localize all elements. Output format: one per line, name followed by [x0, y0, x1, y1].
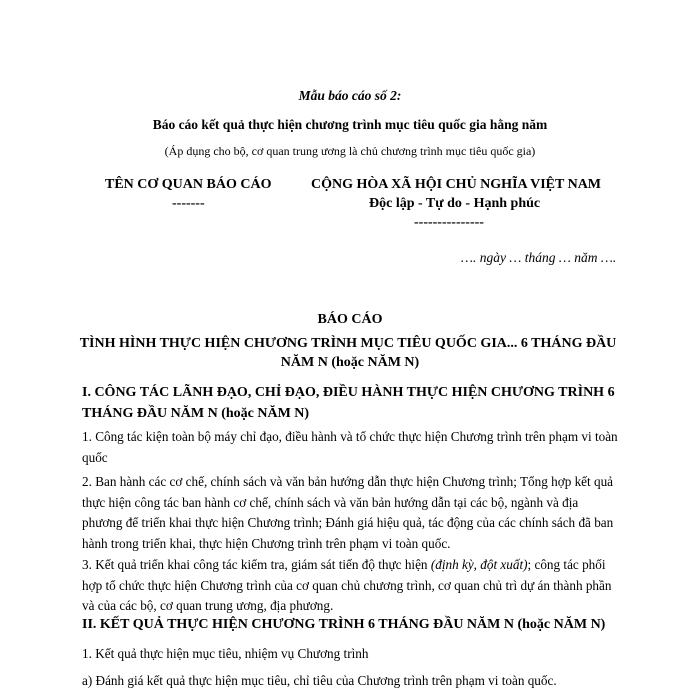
section1-heading: I. CÔNG TÁC LÃNH ĐẠO, CHỈ ĐẠO, ĐIỀU HÀNH THỰC HIỆN CHƯƠNG TRÌNH 6 THÁNG ĐẦU NĂM N (hoặc NĂM N)	[82, 385, 615, 421]
motto-dashes: ---------------	[414, 215, 484, 230]
section1-item1: 1. Công tác kiện toàn bộ máy chỉ đạo, điều hành và tổ chức thực hiện Chương trình trên phạm vi toàn quốc	[82, 429, 618, 465]
national-motto: Độc lập - Tự do - Hạnh phúc	[369, 196, 541, 211]
section1-item2: 2. Ban hành các cơ chế, chính sách và văn bản hướng dẫn thực hiện Chương trình; Tổng hợp kết quả thực hiện công tác ban hành cơ chế, chính sách và văn bản hướng dẫn tại các bộ, ngành và địa phương để triển khai thực hiện Chương trình; Đánh giá hiệu quả, tác động của các chính sách đã ban hành trong triển khai, thực hiện Chương trình trên phạm vi toàn quốc.	[82, 474, 614, 551]
date-line: …. ngày … tháng … năm ….	[461, 250, 617, 265]
report-title-line1: TÌNH HÌNH THỰC HIỆN CHƯƠNG TRÌNH MỤC TIÊU QUỐC GIA... 6 THÁNG ĐẦU	[79, 336, 617, 351]
section1-item3	[82, 555, 620, 617]
section1-item3-italic: (định kỳ, đột xuất)	[430, 557, 528, 572]
form-title: Báo cáo kết quả thực hiện chương trình mục tiêu quốc gia hằng năm	[152, 117, 548, 132]
form-applicability: (Áp dụng cho bộ, cơ quan trung ương là chủ chương trình mục tiêu quốc gia)	[164, 144, 536, 158]
report-label: BÁO CÁO	[317, 312, 383, 327]
section1-item3-text-a: 3. Kết quả triển khai công tác kiểm tra, giám sát tiến độ thực hiện	[82, 557, 431, 572]
agency-dashes: -------	[172, 196, 205, 211]
section1-item3-text-b: ; công tác phối hợp tổ chức thực hiện Chương trình của cơ quan chủ chương trình, cơ quan chủ trì dự án thành phần và của các bộ, cơ quan trung ương, địa phương.	[82, 557, 612, 613]
country-name: CỘNG HÒA XÃ HỘI CHỦ NGHĨA VIỆT NAM	[311, 177, 602, 192]
section2-item1a: a) Đánh giá kết quả thực hiện mục tiêu, chỉ tiêu của Chương trình trên phạm vi toàn quốc.	[82, 673, 557, 688]
agency-name: TÊN CƠ QUAN BÁO CÁO	[105, 177, 272, 192]
section2-item1: 1. Kết quả thực hiện mục tiêu, nhiệm vụ Chương trình	[82, 646, 369, 661]
section2-heading: II. KẾT QUẢ THỰC HIỆN CHƯƠNG TRÌNH 6 THÁNG ĐẦU NĂM N (hoặc NĂM N)	[82, 617, 606, 632]
form-number: Mẫu báo cáo số 2:	[298, 88, 402, 103]
report-title-line2: NĂM N (hoặc NĂM N)	[280, 355, 420, 370]
